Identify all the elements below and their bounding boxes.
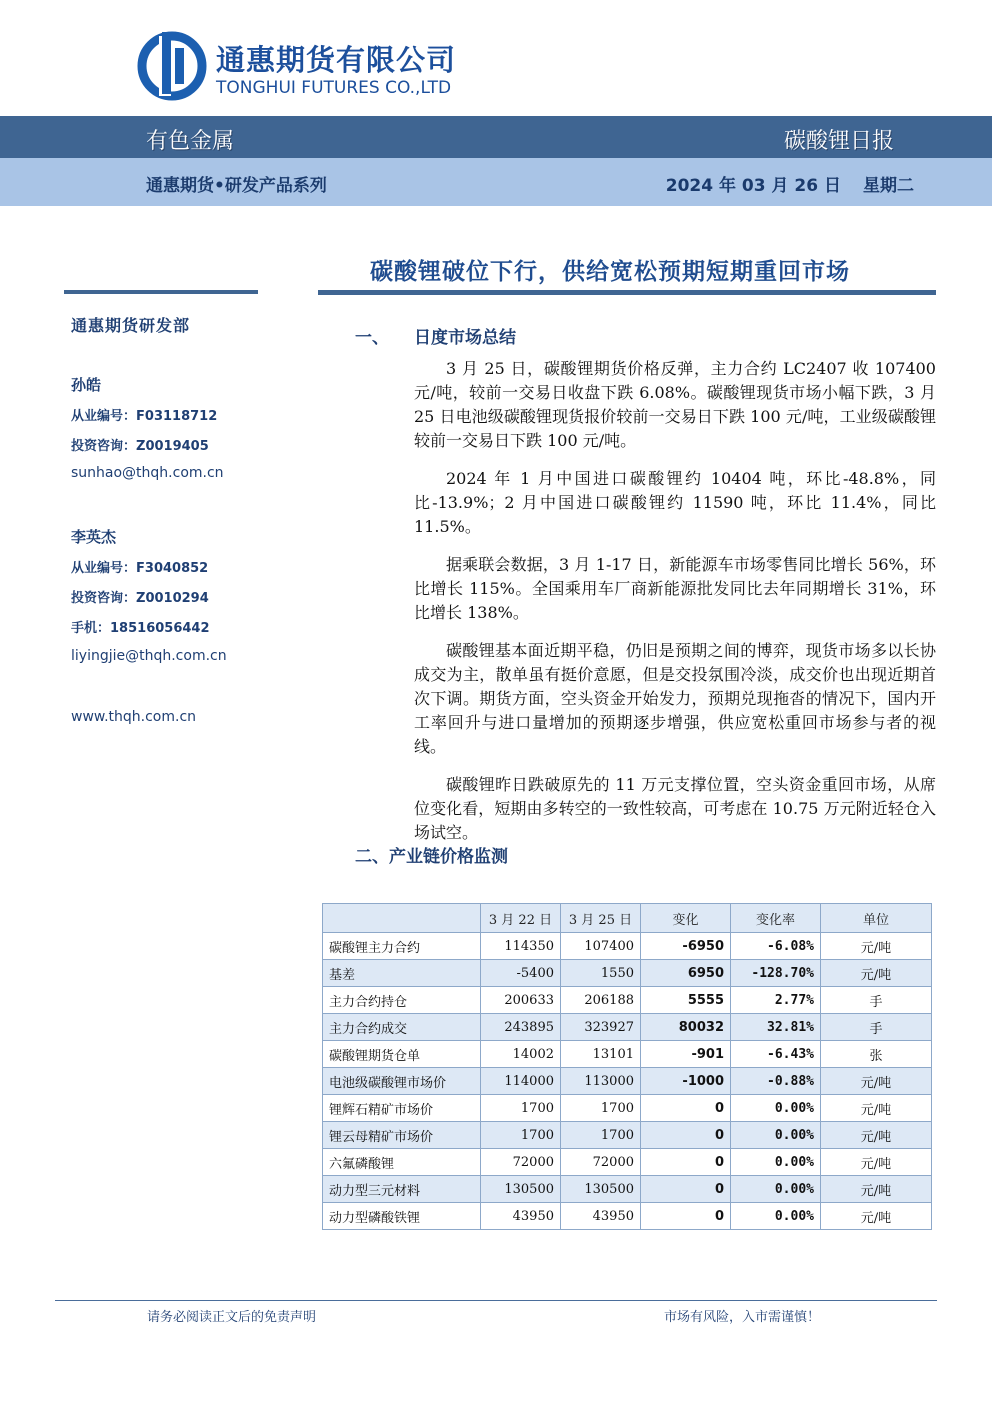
value-mar25: 13101 (561, 1041, 641, 1068)
section-title: 二、产业链价格监测 (355, 847, 508, 867)
advisory-label: 投资咨询： (71, 591, 137, 606)
change-rate: -6.08% (731, 933, 821, 960)
change-rate: 0.00% (731, 1176, 821, 1203)
report-date (666, 171, 914, 196)
change-value: 0 (641, 1122, 731, 1149)
change-value: -6950 (641, 933, 731, 960)
report-type-label: 碳酸锂日报 (783, 129, 894, 154)
risk-warning: 市场有风险，入市需谨慎！ (663, 1310, 820, 1325)
company-name-en: TONGHUI FUTURES CO.,LTD (216, 78, 452, 98)
advisory-value: Z0010294 (136, 591, 209, 606)
sector-label: 有色金属 (146, 129, 235, 154)
table-row (323, 1041, 932, 1068)
value-mar25: 1700 (561, 1095, 641, 1122)
footer-rule (55, 1300, 937, 1301)
change-rate: -6.43% (731, 1041, 821, 1068)
unit: 元/吨 (821, 933, 932, 960)
analyst-name: 李英杰 (71, 528, 117, 546)
unit: 元/吨 (821, 1176, 932, 1203)
table-row (323, 987, 932, 1014)
value-mar25: 72000 (561, 1149, 641, 1176)
date-text: 2024 年 03 月 26 日 (665, 176, 841, 196)
change-value: -901 (641, 1041, 731, 1068)
paragraph: 2024 年 1 月中国进口碳酸锂约 10404 吨，环比-48.8%，同比-13.9%；2 月中国进口碳酸锂约 11590 吨，环比 11.4%，同比 11.5%。 (414, 469, 936, 536)
analyst-license (71, 557, 208, 576)
value-mar22: 114000 (481, 1068, 561, 1095)
value-mar25: 130500 (561, 1176, 641, 1203)
table-row (323, 1068, 932, 1095)
unit: 元/吨 (821, 1203, 932, 1230)
unit: 元/吨 (821, 1068, 932, 1095)
sidebar-rule (64, 290, 258, 294)
phone-value: 18516056442 (110, 621, 210, 636)
unit: 张 (821, 1041, 932, 1068)
company-logo (137, 30, 207, 102)
value-mar25: 323927 (561, 1014, 641, 1041)
item-name: 基差 (323, 960, 481, 987)
analyst-email[interactable]: sunhao@thqh.com.cn (71, 465, 224, 481)
change-value: 6950 (641, 960, 731, 987)
item-name: 主力合约成交 (323, 1014, 481, 1041)
table-header: 3 月 25 日 (561, 904, 641, 933)
title-rule (318, 290, 936, 295)
value-mar22: 1700 (481, 1095, 561, 1122)
unit: 元/吨 (821, 960, 932, 987)
analyst-phone (71, 617, 210, 636)
analyst-name: 孙皓 (71, 376, 102, 394)
item-name: 电池级碳酸锂市场价 (323, 1068, 481, 1095)
table-row (323, 1176, 932, 1203)
change-rate: 0.00% (731, 1149, 821, 1176)
license-label: 从业编号： (71, 561, 137, 576)
disclaimer-note: 请务必阅读正文后的免责声明 (147, 1310, 317, 1325)
table-row (323, 1122, 932, 1149)
table-row (323, 960, 932, 987)
change-value: 0 (641, 1095, 731, 1122)
item-name: 动力型磷酸铁锂 (323, 1203, 481, 1230)
change-rate: 0.00% (731, 1203, 821, 1230)
summary-paragraphs (414, 357, 936, 859)
change-rate: -0.88% (731, 1068, 821, 1095)
paragraph: 碳酸锂昨日跌破原先的 11 万元支撑位置，空头资金重回市场，从席位变化看，短期由多转空的一致性较高，可考虑在 10.75 万元附近轻仓入场试空。 (414, 775, 936, 842)
value-mar25: 43950 (561, 1203, 641, 1230)
item-name: 碳酸锂期货仓单 (323, 1041, 481, 1068)
change-value: 5555 (641, 987, 731, 1014)
change-rate: 0.00% (731, 1095, 821, 1122)
unit: 元/吨 (821, 1122, 932, 1149)
change-rate: -128.70% (731, 960, 821, 987)
website-link[interactable]: www.thqh.com.cn (71, 709, 197, 725)
license-value: F3040852 (136, 561, 209, 576)
analyst-license (71, 405, 217, 424)
table-header (323, 904, 481, 933)
change-value: -1000 (641, 1068, 731, 1095)
value-mar22: 72000 (481, 1149, 561, 1176)
item-name: 锂辉石精矿市场价 (323, 1095, 481, 1122)
analyst-advisory (71, 587, 209, 606)
value-mar22: 43950 (481, 1203, 561, 1230)
value-mar25: 1550 (561, 960, 641, 987)
analyst-advisory (71, 435, 209, 454)
advisory-value: Z0019405 (136, 439, 209, 454)
unit: 元/吨 (821, 1149, 932, 1176)
unit: 手 (821, 987, 932, 1014)
table-row (323, 1095, 932, 1122)
table-header: 3 月 22 日 (481, 904, 561, 933)
value-mar25: 1700 (561, 1122, 641, 1149)
change-value: 80032 (641, 1014, 731, 1041)
license-label: 从业编号： (71, 409, 137, 424)
value-mar22: 114350 (481, 933, 561, 960)
item-name: 碳酸锂主力合约 (323, 933, 481, 960)
value-mar22: 243895 (481, 1014, 561, 1041)
value-mar22: 130500 (481, 1176, 561, 1203)
price-monitor-table (322, 903, 932, 1230)
unit: 元/吨 (821, 1095, 932, 1122)
change-rate: 32.81% (731, 1014, 821, 1041)
item-name: 锂云母精矿市场价 (323, 1122, 481, 1149)
item-name: 六氟磷酸锂 (323, 1149, 481, 1176)
section-title: 日度市场总结 (414, 328, 516, 348)
table-header: 变化 (641, 904, 731, 933)
table-row (323, 933, 932, 960)
change-rate: 2.77% (731, 987, 821, 1014)
weekday-text: 星期二 (863, 176, 914, 196)
table-header: 单位 (821, 904, 932, 933)
advisory-label: 投资咨询： (71, 439, 137, 454)
change-value: 0 (641, 1176, 731, 1203)
value-mar22: 1700 (481, 1122, 561, 1149)
change-value: 0 (641, 1203, 731, 1230)
value-mar22: 200633 (481, 987, 561, 1014)
page-title: 碳酸锂破位下行，供给宽松预期短期重回市场 (370, 258, 850, 285)
department-name: 通惠期货研发部 (71, 316, 191, 335)
phone-label: 手机： (71, 621, 111, 636)
license-value: F03118712 (136, 409, 218, 424)
analyst-email[interactable]: liyingjie@thqh.com.cn (71, 648, 227, 664)
section-number: 一、 (355, 328, 389, 348)
paragraph: 碳酸锂基本面近期平稳，仍旧是预期之间的博弈，现货市场多以长协成交为主，散单虽有挺价意愿，但是交投氛围冷淡，成交价也出现近期首次下调。期货方面，空头资金开始发力，预期兑现拖沓的情况下，国内开工率回升与进口量增加的预期逐步增强，供应宽松重回市场参与者的视线。 (414, 641, 936, 756)
table-row (323, 1149, 932, 1176)
change-value: 0 (641, 1149, 731, 1176)
paragraph: 据乘联会数据，3 月 1-17 日，新能源车市场零售同比增长 56%，环比增长 115%。全国乘用车厂商新能源批发同比去年同期增长 31%，环比增长 138%。 (414, 555, 936, 622)
value-mar25: 113000 (561, 1068, 641, 1095)
value-mar25: 107400 (561, 933, 641, 960)
change-rate: 0.00% (731, 1122, 821, 1149)
table-row (323, 1203, 932, 1230)
item-name: 动力型三元材料 (323, 1176, 481, 1203)
value-mar22: 14002 (481, 1041, 561, 1068)
paragraph: 3 月 25 日，碳酸锂期货价格反弹，主力合约 LC2407 收 107400 元/吨，较前一交易日收盘下跌 6.08%。碳酸锂现货市场小幅下跌，3 月 25 日电池级碳酸锂现货报价较前一交易日下跌 100 元/吨，工业级碳酸锂较前一交易日下跌 100 元/吨。 (414, 359, 936, 450)
table-header: 变化率 (731, 904, 821, 933)
company-name-cn: 通惠期货有限公司 (216, 43, 457, 77)
series-label: 通惠期货•研发产品系列 (146, 176, 327, 196)
table-row (323, 1014, 932, 1041)
unit: 手 (821, 1014, 932, 1041)
item-name: 主力合约持仓 (323, 987, 481, 1014)
value-mar22: -5400 (481, 960, 561, 987)
value-mar25: 206188 (561, 987, 641, 1014)
table-header-row (323, 904, 932, 933)
